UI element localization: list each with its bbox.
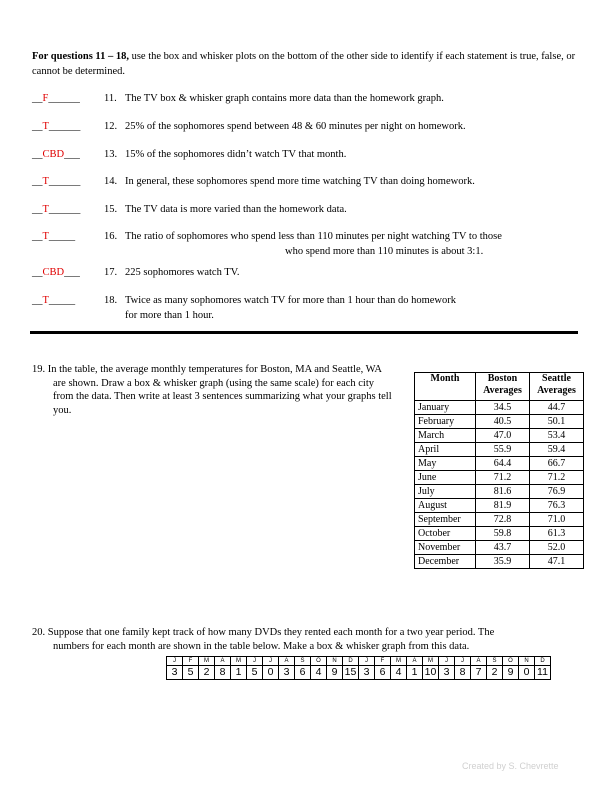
dvd-month-cell: A xyxy=(407,657,423,666)
dvd-count-cell: 3 xyxy=(279,666,295,680)
dvd-month-cell: D xyxy=(343,657,359,666)
dvd-count-cell: 3 xyxy=(359,666,375,680)
answer-blank[interactable]: __T_____ xyxy=(32,231,76,242)
question-text: The ratio of sophomores who spend less than 110 minutes per night watching TV to those who spend more than 110 minutes is about 3:1. xyxy=(125,231,502,257)
question-text: The TV box & whisker graph contains more data than the homework graph. xyxy=(125,93,444,104)
answer-value: F xyxy=(42,93,49,104)
dvd-count-cell: 9 xyxy=(327,666,343,680)
answer-value: T xyxy=(42,231,49,242)
dvd-month-cell: M xyxy=(391,657,407,666)
dvd-month-cell: J xyxy=(455,657,471,666)
question-text: 15% of the sophomores didn’t watch TV that month. xyxy=(125,149,347,160)
dvd-count-cell: 0 xyxy=(263,666,279,680)
question-number: 15. xyxy=(104,204,118,215)
question-20 xyxy=(32,626,522,653)
answer-blank[interactable]: __T______ xyxy=(32,176,81,187)
dvd-month-cell: S xyxy=(487,657,503,666)
answer-blank[interactable]: __T______ xyxy=(32,204,81,215)
question-number: 11. xyxy=(104,93,117,104)
table-header-row xyxy=(415,373,584,401)
dvd-month-row xyxy=(167,657,551,666)
instructions-bold: For questions 11 – 18, xyxy=(32,51,129,62)
question-20-text: 20. Suppose that one family kept track of how many DVDs they rented each month for a two year period. The numbers for each month are shown in the table below. Make a box & whisker graph from this data. xyxy=(32,627,495,652)
answer-value: T xyxy=(42,121,49,132)
dvd-count-cell: 5 xyxy=(247,666,263,680)
credit-watermark: Created by S. Chevrette xyxy=(462,761,559,771)
question-number: 17. xyxy=(104,267,118,278)
dvd-table xyxy=(166,656,551,680)
header-boston: Boston Averages xyxy=(476,373,530,401)
table-row: October 59.8 61.3 xyxy=(415,527,584,541)
dvd-month-cell: O xyxy=(503,657,519,666)
table-row: September 72.8 71.0 xyxy=(415,513,584,527)
dvd-count-cell: 10 xyxy=(423,666,439,680)
dvd-count-cell: 2 xyxy=(487,666,503,680)
dvd-count-cell: 8 xyxy=(455,666,471,680)
table-row: February 40.5 50.1 xyxy=(415,415,584,429)
dvd-count-cell: 4 xyxy=(391,666,407,680)
dvd-count-cell: 2 xyxy=(199,666,215,680)
answer-blank[interactable]: __CBD___ xyxy=(32,149,80,160)
header-seattle: Seattle Averages xyxy=(530,373,584,401)
dvd-month-cell: J xyxy=(247,657,263,666)
question-text: In general, these sophomores spend more time watching TV than doing homework. xyxy=(125,176,475,187)
dvd-count-cell: 5 xyxy=(183,666,199,680)
dvd-month-cell: O xyxy=(311,657,327,666)
answer-value: CBD xyxy=(42,267,65,278)
temperature-table xyxy=(414,372,584,569)
section-divider xyxy=(30,331,578,334)
instructions xyxy=(32,49,584,79)
table-row: March 47.0 53.4 xyxy=(415,429,584,443)
dvd-month-cell: J xyxy=(263,657,279,666)
answer-value: CBD xyxy=(42,149,65,160)
dvd-month-cell: M xyxy=(423,657,439,666)
question-number: 16. xyxy=(104,231,118,242)
dvd-count-row xyxy=(167,666,551,680)
header-month: Month xyxy=(415,373,476,401)
answer-value: T xyxy=(42,204,49,215)
answer-blank[interactable]: __F______ xyxy=(32,93,80,104)
dvd-count-cell: 6 xyxy=(295,666,311,680)
table-row: January 34.5 44.7 xyxy=(415,401,584,415)
table-row: December 35.9 47.1 xyxy=(415,555,584,569)
dvd-month-cell: F xyxy=(183,657,199,666)
dvd-month-cell: M xyxy=(199,657,215,666)
question-text: 225 sophomores watch TV. xyxy=(125,267,240,278)
dvd-count-cell: 15 xyxy=(343,666,359,680)
answer-blank[interactable]: __T_____ xyxy=(32,295,76,306)
dvd-month-cell: F xyxy=(375,657,391,666)
question-19-text: 19. In the table, the average monthly temperatures for Boston, MA and Seattle, WA are shown. Draw a box & whisker graph (using the same scale) for each city from the data. Then write at least 3 sentences summarizing what your graphs tell you. xyxy=(32,364,392,416)
dvd-count-cell: 4 xyxy=(311,666,327,680)
question-text: The TV data is more varied than the homework data. xyxy=(125,204,347,215)
dvd-month-cell: A xyxy=(471,657,487,666)
dvd-month-cell: N xyxy=(327,657,343,666)
table-row: June 71.2 71.2 xyxy=(415,471,584,485)
dvd-count-cell: 9 xyxy=(503,666,519,680)
dvd-month-cell: A xyxy=(215,657,231,666)
answer-blank[interactable]: __T______ xyxy=(32,121,81,132)
answer-value: T xyxy=(42,176,49,187)
dvd-month-cell: D xyxy=(535,657,551,666)
question-number: 12. xyxy=(104,121,118,132)
dvd-count-cell: 8 xyxy=(215,666,231,680)
question-text: Twice as many sophomores watch TV for more than 1 hour than do homework for more than 1 hour. xyxy=(125,295,457,321)
dvd-month-cell: J xyxy=(439,657,455,666)
dvd-month-cell: S xyxy=(295,657,311,666)
table-row: November 43.7 52.0 xyxy=(415,541,584,555)
question-19 xyxy=(32,363,392,417)
dvd-count-cell: 7 xyxy=(471,666,487,680)
table-row: July 81.6 76.9 xyxy=(415,485,584,499)
answer-blank[interactable]: __CBD___ xyxy=(32,267,80,278)
dvd-count-cell: 1 xyxy=(231,666,247,680)
dvd-count-cell: 3 xyxy=(439,666,455,680)
table-row: May 64.4 66.7 xyxy=(415,457,584,471)
table-row: April 55.9 59.4 xyxy=(415,443,584,457)
dvd-count-cell: 3 xyxy=(167,666,183,680)
question-number: 13. xyxy=(104,149,118,160)
question-number: 14. xyxy=(104,176,118,187)
dvd-count-cell: 0 xyxy=(519,666,535,680)
dvd-month-cell: N xyxy=(519,657,535,666)
dvd-month-cell: J xyxy=(167,657,183,666)
question-number: 18. xyxy=(104,295,118,306)
question-text: 25% of the sophomores spend between 48 & 60 minutes per night on homework. xyxy=(125,121,466,132)
dvd-month-cell: M xyxy=(231,657,247,666)
dvd-count-cell: 11 xyxy=(535,666,551,680)
dvd-month-cell: A xyxy=(279,657,295,666)
instructions-text: use the box and whisker plots on the bottom of the other side to identify if each statement is true, false, or cannot be determined. xyxy=(32,51,576,77)
dvd-count-cell: 1 xyxy=(407,666,423,680)
answer-value: T xyxy=(42,295,49,306)
dvd-count-cell: 6 xyxy=(375,666,391,680)
dvd-month-cell: J xyxy=(359,657,375,666)
table-row: August 81.9 76.3 xyxy=(415,499,584,513)
